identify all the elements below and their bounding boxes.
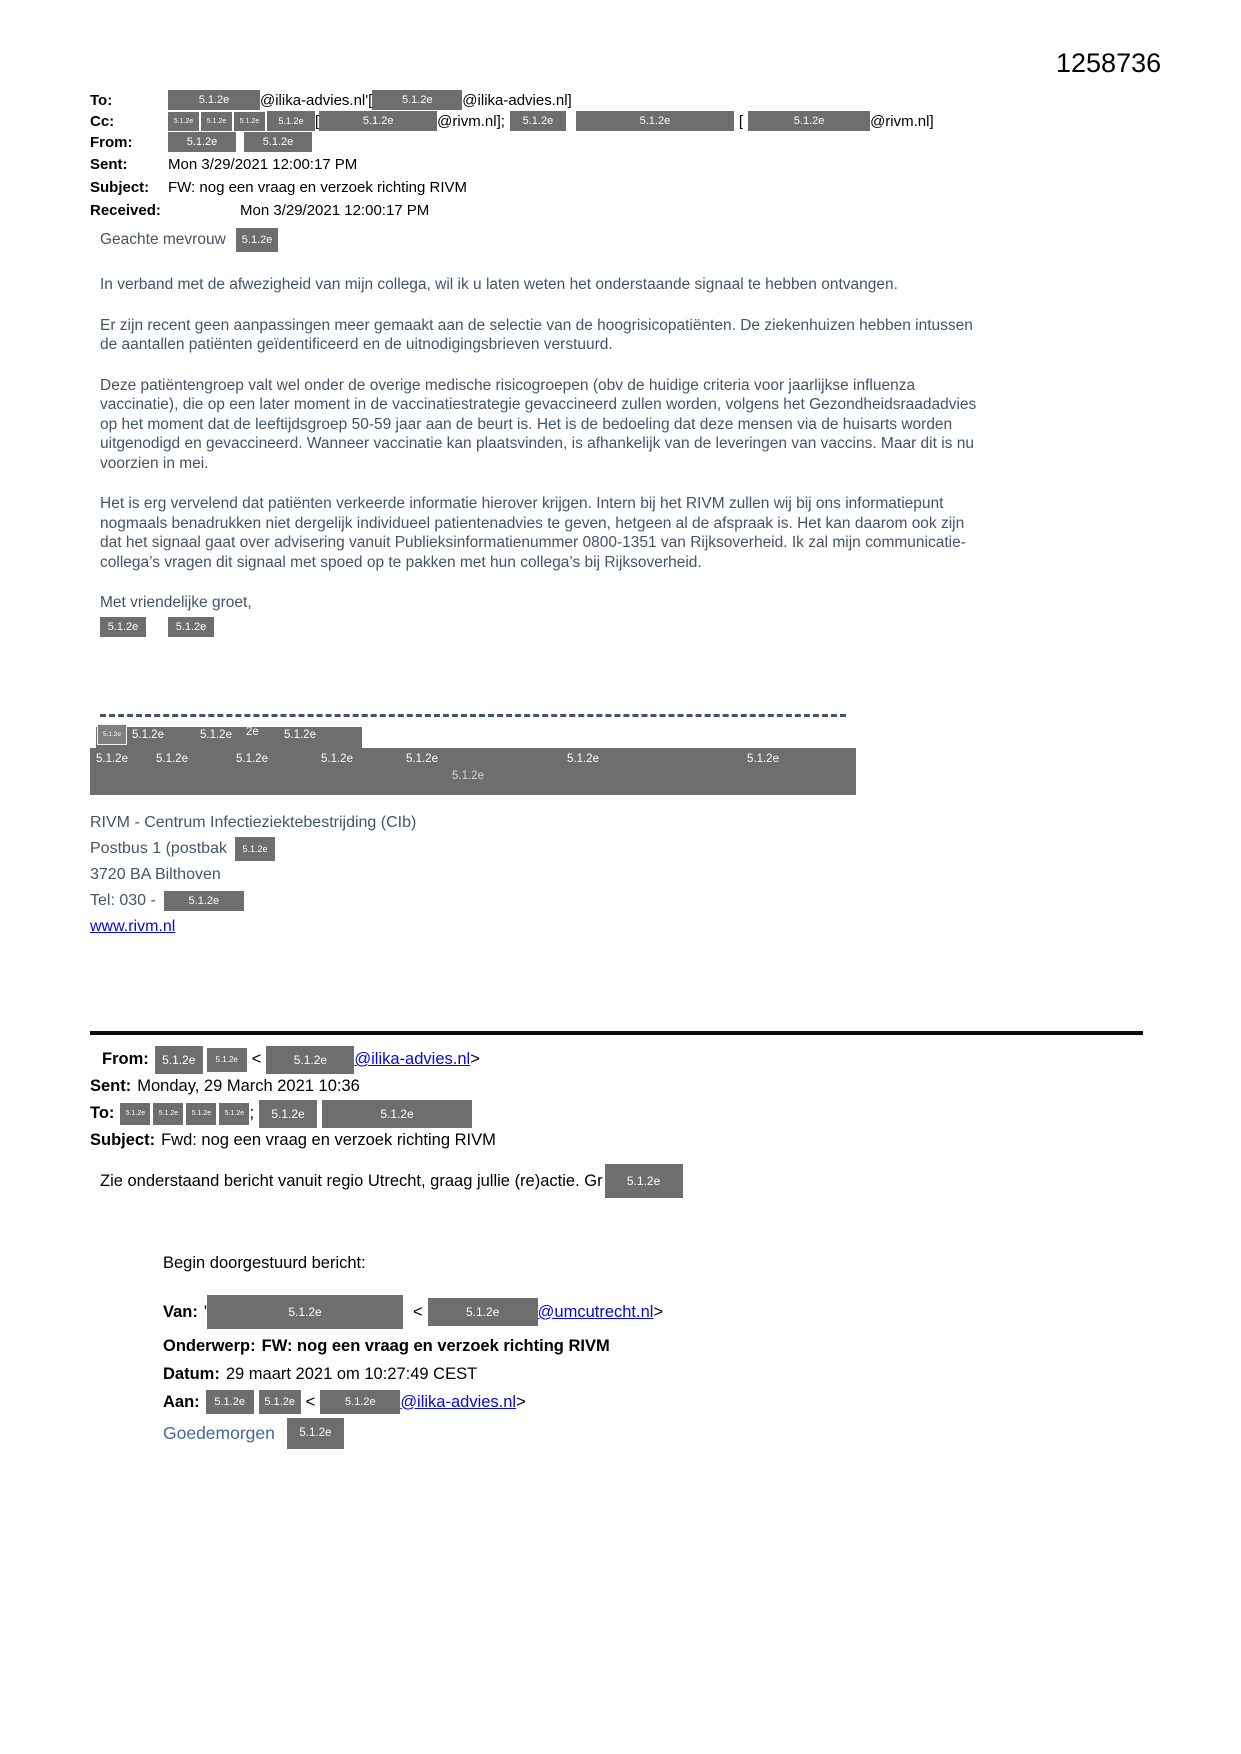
redaction-label: 5.1.2e [747,753,779,765]
redaction-box: 5.1.2e [153,1103,183,1125]
signature-website-line [90,914,416,940]
signature-address1: Postbus 1 (postbak [90,840,227,857]
signature-tel: Tel: 030 - [90,892,156,909]
forwarded-message-intro: Begin doorgestuurd bericht: [163,1254,366,1272]
redaction-box: 5.1.2e [259,1100,317,1128]
email3-greeting-text: Goedemorgen [163,1423,275,1443]
email1-cc-text2: @rivm.nl] [870,112,934,130]
email2-to-label: To: [90,1104,115,1122]
email3-onderwerp-value: FW: nog een vraag en verzoek richting RIVM [261,1336,610,1355]
email2-from-label: From: [102,1050,149,1068]
redaction-box: 5.1.2e [372,90,462,110]
redaction-label: 5.1.2e [96,753,128,765]
signature-org: RIVM - Centrum Infectieziektebestrijding (CIb) [90,814,417,831]
redaction-label: 5.1.2e [284,729,316,741]
email1-to-text1: @ilika-advies.nl'[ [260,91,373,109]
email1-subject-label: Subject: [90,178,150,196]
email1-received-value: Mon 3/29/2021 12:00:17 PM [240,201,430,219]
email1-body [100,228,978,637]
email1-to-label: To: [90,91,113,109]
paragraph-3: Deze patiëntengroep valt wel onder de overige medische risicogroepen (obv de huidige criteria voor jaarlijkse influenza vaccinatie), die op een later moment in de vaccinatiestrategie gevaccineerd zullen worden, volgens het Gezondheidsraadadvies op het moment dat de leeftijdsgroep 50-59 jaar aan de beurt is. Het is de bedoeling dat deze mensen via de huisarts worden uitgenodigd en gevaccineerd. Wanneer vaccinatie kan plaatsvinden, is afhankelijk van de leveringen van vaccins. Maar dit is nu voorzien in mei. [100,376,977,472]
email1-sent-value: Mon 3/29/2021 12:00:17 PM [168,155,358,173]
rivm-website-link[interactable]: www.rivm.nl [90,918,176,935]
salutation-text: Geachte mevrouw [100,231,226,249]
email1-subject-value: FW: nog een vraag en verzoek richting RIVM [168,178,468,196]
redaction-label: 5.1.2e [200,729,232,741]
angle-close: > [516,1392,526,1411]
email1-from-label: From: [90,133,133,151]
redaction-box: 5.1.2e [155,1046,203,1074]
redaction-box: 5.1.2e [259,1390,301,1414]
redaction-box: 5.1.2e [206,1390,254,1414]
email2-body-line [100,1164,683,1198]
email2-sent-row [90,1073,496,1100]
redaction-box: 5.1.2e [168,617,214,637]
redaction-box: 5.1.2e [319,111,437,131]
redaction-box: 5.1.2e [235,837,275,861]
email2-from-row [102,1046,496,1073]
email2-sent-label: Sent: [90,1077,132,1095]
redaction-box: 5.1.2e [168,90,260,110]
email2-subject-value: Fwd: nog een vraag en verzoek richting RIVM [161,1131,496,1149]
redaction-box: 5.1.2e [207,1048,247,1072]
redaction-box: 5.1.2e [510,111,566,131]
redaction-box: 5.1.2e [100,617,146,637]
email1-cc-label: Cc: [90,112,115,130]
redaction-box: 5.1.2e [748,111,870,131]
redaction-box: 5.1.2e [207,1295,403,1329]
email3-onderwerp-label: Onderwerp: [163,1336,256,1355]
redaction-box: 5.1.2e [322,1100,472,1128]
salutation-line [100,228,978,252]
email1-sent-label: Sent: [90,155,128,173]
redaction-box: 5.1.2e [168,132,236,152]
redaction-box: 5.1.2e [244,132,312,152]
redaction-label: 5.1.2e [236,753,268,765]
email3-van-label: Van: [163,1302,198,1321]
email3-datum-value: 29 maart 2021 om 10:27:49 CEST [225,1364,478,1383]
redaction-label: 5.1.2e [132,729,164,741]
dashed-separator [100,714,846,717]
email3-aan-row [163,1388,663,1416]
redaction-box: 5.1.2e [201,112,232,131]
email3-datum-row [163,1360,663,1388]
redaction-label: 5.1.2e [452,770,484,782]
email3-van-row [163,1292,663,1332]
redaction-box: 5.1.2e [267,111,315,131]
redaction-label: 2e [246,726,259,738]
to-semicolon: ; [249,1104,255,1122]
email1-signature [90,810,416,940]
signature-address1-line [90,836,416,862]
redaction-box: 5.1.2e [97,724,127,745]
paragraph-2: Er zijn recent geen aanpassingen meer gemaakt aan de selectie van de hoogrisicopatiënten. De ziekenhuizen hebben intussen de aantallen patiënten geïdentificeerd en de uitnodigingsbrieven verstuurd. [100,316,973,353]
redaction-box: 5.1.2e [234,112,265,131]
redaction-box: 5.1.2e [576,111,734,131]
email2-sent-value: Monday, 29 March 2021 10:36 [137,1077,360,1095]
redaction-box: 5.1.2e [186,1103,216,1125]
email1-cc-bracket2: [ [738,112,744,130]
redaction-box: 5.1.2e [120,1103,150,1125]
email3-onderwerp-row [163,1332,663,1360]
doc-number: 1258736 [1056,48,1162,78]
email-divider-line [90,1031,1143,1035]
redaction-label: 5.1.2e [406,753,438,765]
email3-greeting-line [163,1418,344,1449]
email1-to-row [90,90,934,110]
paragraph-4: Het is erg vervelend dat patiënten verkeerde informatie hierover krijgen. Intern bij het RIVM zullen wij bij ons informatiepunt nogmaals benadrukken niet dergelijk individueel patientenadvies te geven, hetgeen al de afspraak is. Het kan daarom ook zijn dat het signaal gaat over advisering vanuit Publieksinformatienummer 0800-1351 van Rijksoverheid. Ik zal mijn communicatie-collega’s vragen dit signaal met spoed op te pakken met hun collega’s bij Rijksoverheid. [100,495,966,571]
email1-from-row [90,132,934,152]
email3-header-block [163,1292,663,1416]
email1-sent-row [90,153,934,175]
email2-subject-label: Subject: [90,1131,156,1149]
signature-address2: 3720 BA Bilthoven [90,866,221,883]
redaction-box: 5.1.2e [236,228,278,252]
angle-open: < [305,1392,316,1411]
redaction-box: 5.1.2e [605,1164,683,1198]
email1-cc-text1: @rivm.nl]; [437,112,505,130]
email1-to-text2: @ilika-advies.nl] [462,91,572,109]
closing-redactions [100,617,978,637]
email1-header-block [90,90,934,222]
email3-aan-address-link[interactable]: @ilika-advies.nl [400,1392,517,1411]
email3-datum-label: Datum: [163,1364,220,1383]
email2-to-row [90,1100,496,1127]
angle-open: < [413,1302,423,1321]
email3-aan-label: Aan: [163,1392,200,1411]
redaction-box: 5.1.2e [287,1418,344,1449]
redaction-box: 5.1.2e [168,112,199,131]
van-quote: ' [203,1302,208,1321]
closing-line: Met vriendelijke groet, [100,594,252,611]
email2-subject-row [90,1127,496,1154]
redaction-box: 5.1.2e [320,1390,400,1414]
email1-subject-row [90,176,934,198]
email1-received-label: Received: [90,201,161,219]
redaction-label: 5.1.2e [156,753,188,765]
signature-redaction-bar-small [96,727,362,748]
angle-open: < [251,1050,262,1068]
email1-cc-row [90,111,934,131]
email2-from-address-link[interactable]: @ilika-advies.nl [354,1050,471,1068]
redaction-label: 5.1.2e [321,753,353,765]
redaction-box: 5.1.2e [428,1298,538,1326]
redaction-label: 5.1.2e [567,753,599,765]
email1-received-row [90,199,934,221]
email3-van-address-link[interactable]: @umcutrecht.nl [537,1302,654,1321]
signature-tel-line [90,888,416,914]
email2-body-text: Zie onderstaand bericht vanuit regio Utrecht, graag jullie (re)actie. Gr [100,1171,603,1190]
angle-close: > [653,1302,664,1321]
redaction-box: 5.1.2e [164,891,244,911]
signature-redaction-bar-large [90,748,856,795]
angle-close: > [470,1050,480,1068]
redaction-box: 5.1.2e [219,1103,249,1125]
email1-cc-bracket1: [ [315,112,320,130]
email2-header-block [90,1046,496,1154]
paragraph-1: In verband met de afwezigheid van mijn collega, wil ik u laten weten het onderstaande signaal te hebben ontvangen. [100,276,898,293]
redaction-box: 5.1.2e [266,1046,354,1074]
